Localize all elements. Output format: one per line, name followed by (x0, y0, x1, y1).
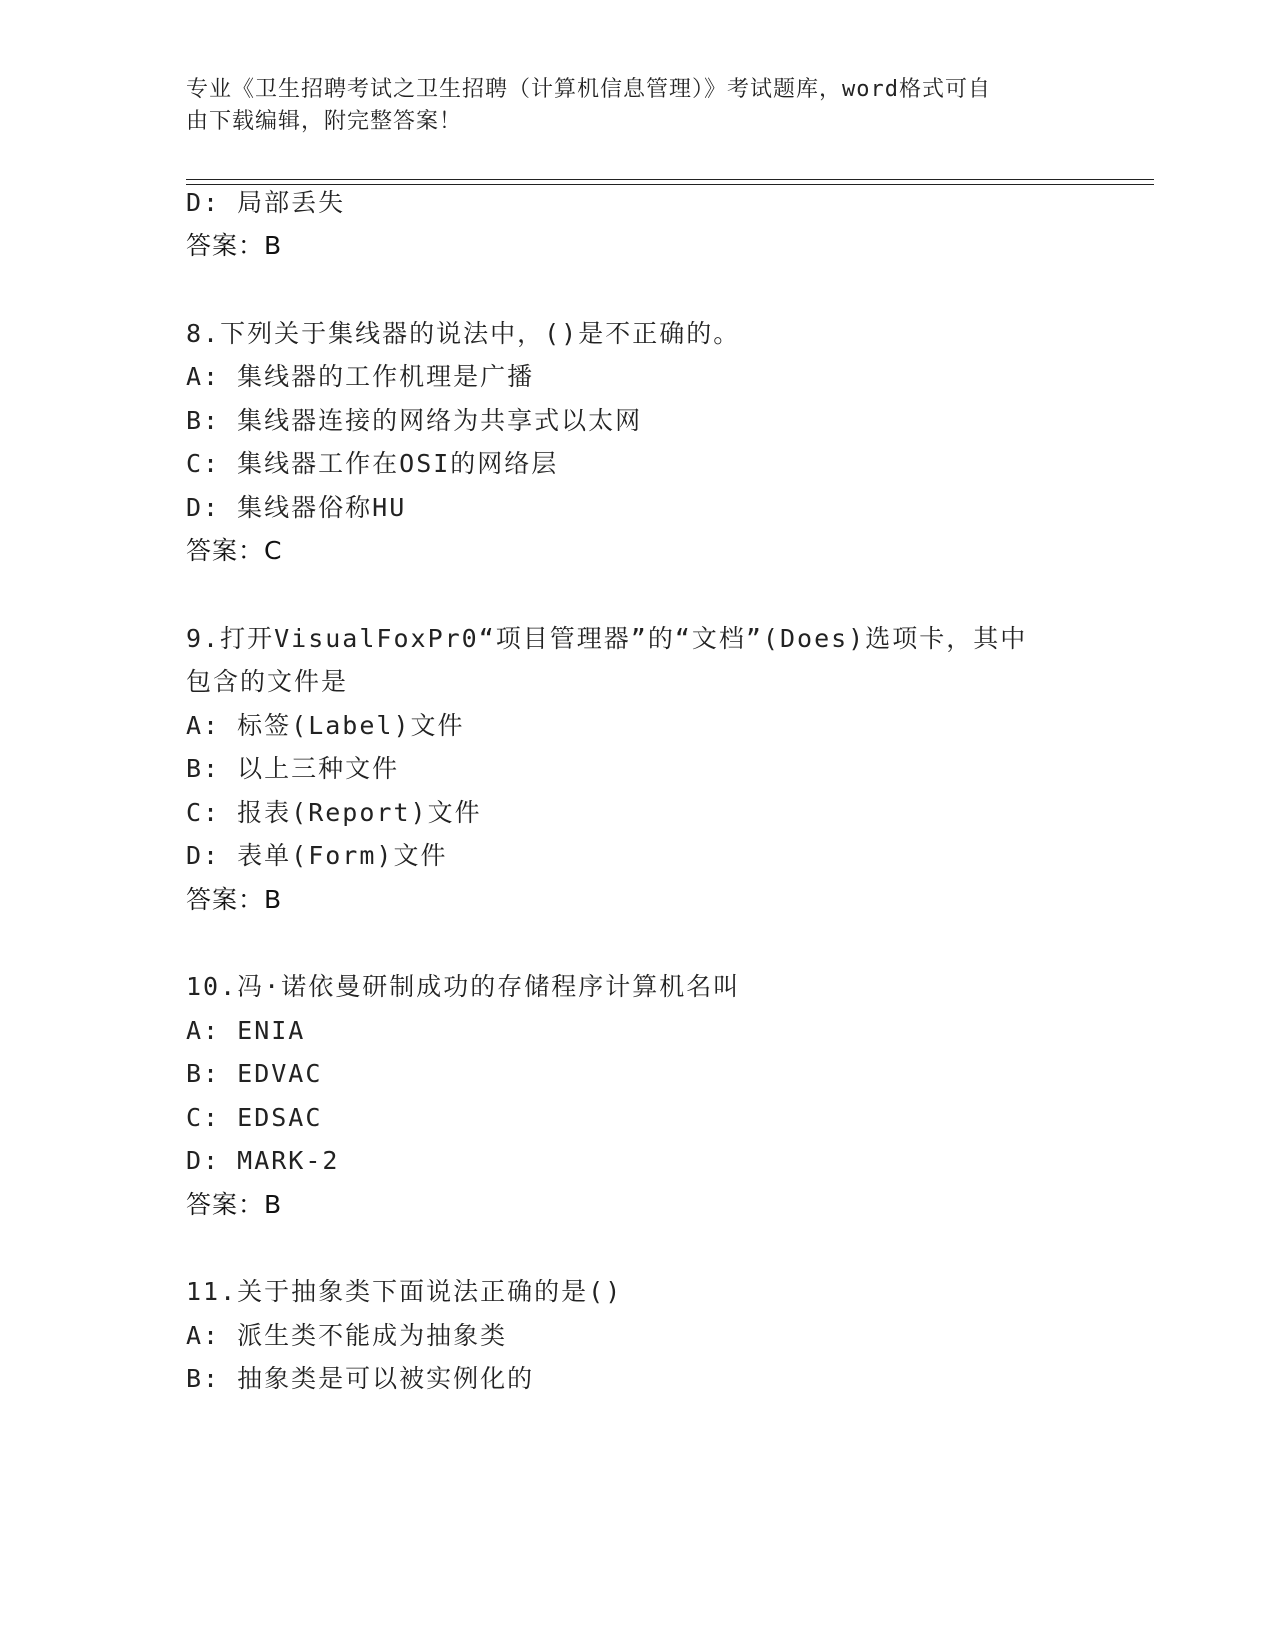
prev-answer: 答案：B (186, 231, 283, 260)
q11-option-a: A: 派生类不能成为抽象类 (186, 1321, 508, 1350)
q8-answer: 答案：C (186, 536, 283, 565)
q10-answer: 答案：B (186, 1190, 283, 1219)
header-line-1: 专业《卫生招聘考试之卫生招聘（计算机信息管理）》考试题库，word格式可自 (186, 77, 991, 102)
q10-stem: 10.冯·诺依曼研制成功的存储程序计算机名叫 (186, 972, 741, 1001)
prev-option-d: D: 局部丢失 (186, 188, 346, 217)
document-header (186, 74, 1066, 138)
q8-option-a: A: 集线器的工作机理是广播 (186, 362, 535, 391)
q8-option-b: B: 集线器连接的网络为共享式以太网 (186, 406, 643, 435)
q9-stem-line-1: 9.打开VisualFoxPr0“项目管理器”的“文档”(Does)选项卡，其中 (186, 624, 1028, 653)
q9-option-b: B: 以上三种文件 (186, 754, 400, 783)
q10-option-a: A: ENIA (186, 1016, 306, 1045)
q9-option-a: A: 标签(Label)文件 (186, 711, 465, 740)
q8-option-c: C: 集线器工作在OSI的网络层 (186, 449, 559, 478)
q9-answer: 答案：B (186, 885, 283, 914)
q8-option-d: D: 集线器俗称HU (186, 493, 407, 522)
q10-option-c: C: EDSAC (186, 1103, 323, 1132)
header-divider-top (186, 179, 1154, 180)
q10-option-b: B: EDVAC (186, 1059, 323, 1088)
q9-option-d: D: 表单(Form)文件 (186, 841, 448, 870)
q8-stem: 8.下列关于集线器的说法中，()是不正确的。 (186, 319, 741, 348)
header-line-2: 由下载编辑，附完整答案！ (186, 109, 463, 134)
q9-option-c: C: 报表(Report)文件 (186, 798, 482, 827)
q10-option-d: D: MARK-2 (186, 1146, 340, 1175)
q11-stem: 11.关于抽象类下面说法正确的是() (186, 1277, 623, 1306)
q9-stem-line-2: 包含的文件是 (186, 667, 349, 696)
q11-option-b: B: 抽象类是可以被实例化的 (186, 1364, 535, 1393)
header-divider-bottom (186, 184, 1154, 185)
